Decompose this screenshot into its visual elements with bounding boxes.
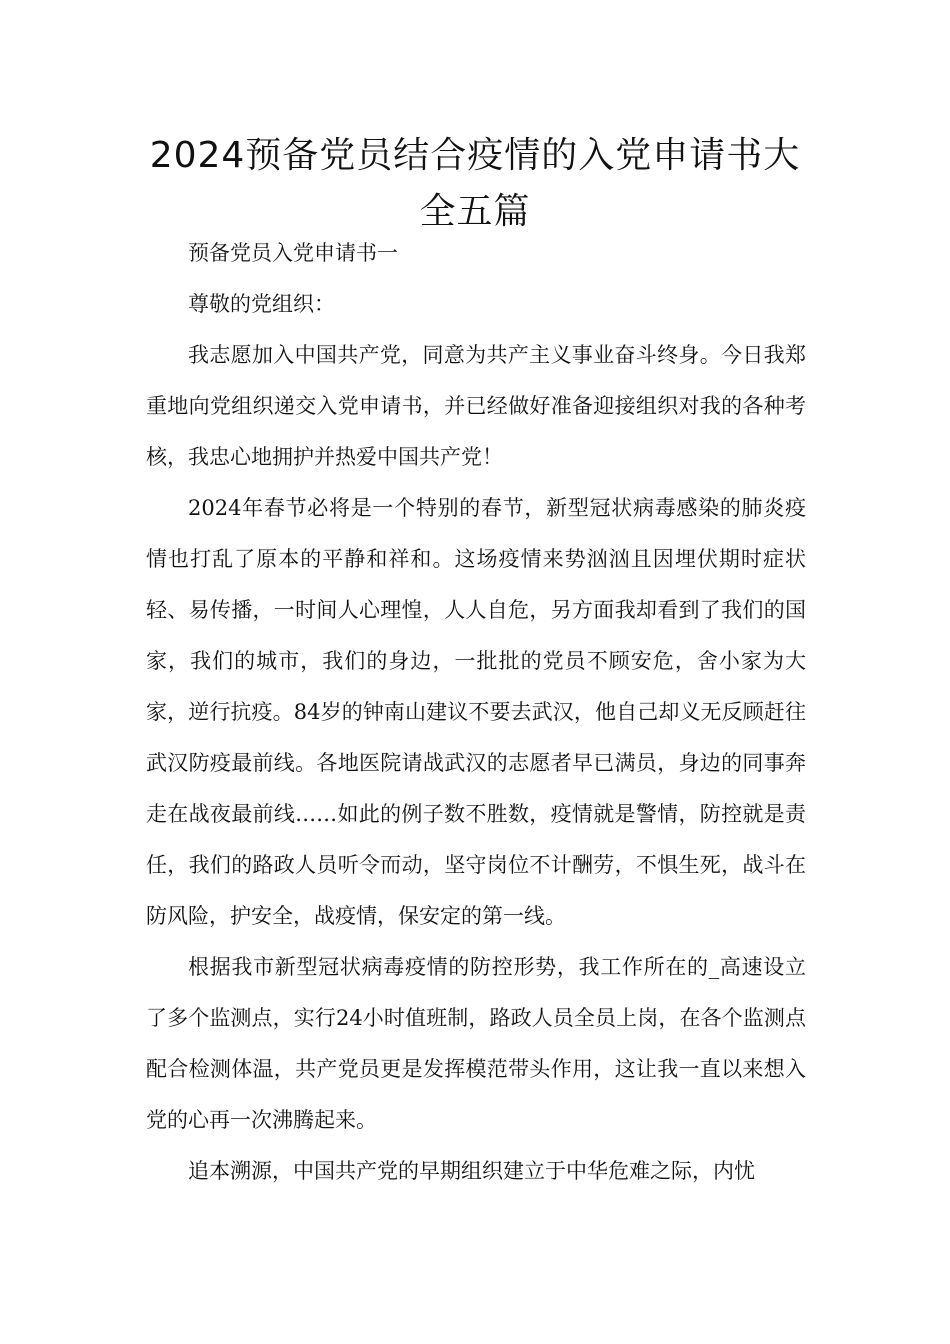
paragraph: 2024年春节必将是一个特别的春节，新型冠状病毒感染的肺炎疫情也打乱了原本的平静和祥和。这场疫情来势汹汹且因埋伏期时症状轻、易传播，一时间人心理惶，人人自危，另方面我却看到了我们的国家，我们的城市，我们的身边，一批批的党员不顾安危，舍小家为大家，逆行抗疫。84岁的钟南山建议不要去武汉，他自己却义无反顾赶往武汉防疫最前线。各地医院请战武汉的志愿者早已满员，身边的同事奔走在战夜最前线……如此的例子数不胜数，疫情就是警情，防控就是责任，我们的路政人员听令而动，坚守岗位不计酬劳，不惧生死，战斗在防风险，护安全，战疫情，保安定的第一线。 — [146, 496, 806, 928]
document-title: 2024预备党员结合疫情的入党申请书大全五篇 — [149, 135, 801, 232]
salutation: 尊敬的党组织： — [188, 292, 335, 316]
paragraph: 根据我市新型冠状病毒疫情的防控形势，我工作所在的_高速设立了多个监测点，实行24小时值班制，路政人员全员上岗，在各个监测点配合检测体温，共产党员更是发挥模范带头作用，这让我一直以来想入党的心再一次沸腾起来。 — [146, 955, 806, 1132]
document-body — [146, 228, 806, 1197]
paragraph: 追本溯源，中国共产党的早期组织建立于中华危难之际，内忧 — [188, 1159, 755, 1183]
paragraph: 我志愿加入中国共产党，同意为共产主义事业奋斗终身。今日我郑重地向党组织递交入党申请书，并已经做好准备迎接组织对我的各种考核，我忠心地拥护并热爱中国共产党！ — [146, 343, 806, 469]
section-heading: 预备党员入党申请书一 — [188, 241, 398, 265]
